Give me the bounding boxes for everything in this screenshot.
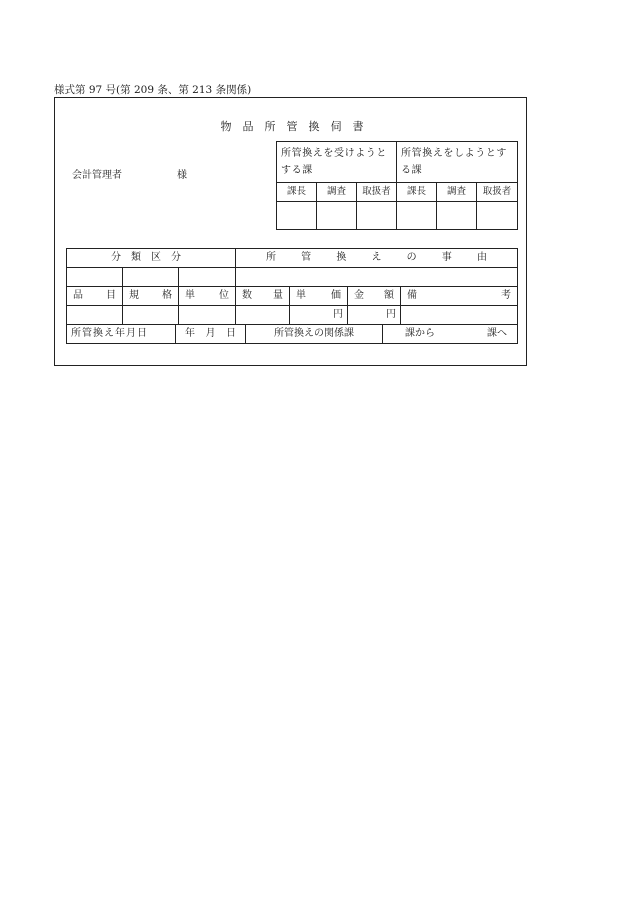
header-char: 格 xyxy=(162,290,172,301)
related-dept-label: 所管換えの関係課 xyxy=(246,325,383,343)
item-cell[interactable] xyxy=(67,306,123,325)
header-char: 量 xyxy=(273,290,284,301)
remarks-cell[interactable] xyxy=(401,306,518,325)
role-section-chief: 課長 xyxy=(397,183,437,202)
header-char: 由 xyxy=(476,252,487,263)
date-value[interactable] xyxy=(176,325,246,343)
header-char: 数 xyxy=(242,290,253,301)
related-dept-value[interactable] xyxy=(383,325,517,343)
detail-table xyxy=(66,248,518,344)
header-char: 事 xyxy=(441,252,452,263)
receiving-dept-label: 所管換えを受けようとする課 xyxy=(281,148,387,176)
addressee-label: 会計管理者 xyxy=(72,170,122,181)
year-label: 年 xyxy=(185,328,195,339)
role-inspector: 調査 xyxy=(437,183,477,202)
col-header-remarks xyxy=(401,287,518,306)
form-frame xyxy=(54,97,527,366)
date-row xyxy=(67,325,518,344)
qty-cell[interactable] xyxy=(236,306,290,325)
col-header-amount xyxy=(348,287,401,306)
header-char: え xyxy=(371,252,382,263)
price-cell[interactable] xyxy=(290,306,348,325)
header-char: 金 xyxy=(354,290,365,301)
amount-cell[interactable] xyxy=(348,306,401,325)
header-char: 品 xyxy=(73,290,83,301)
day-label: 日 xyxy=(226,328,236,339)
form-title: 物品所管換伺書 xyxy=(220,120,375,133)
yen-label: 円 xyxy=(386,309,397,320)
header-char: 規 xyxy=(129,290,139,301)
approval-table xyxy=(276,141,518,230)
header-char: 管 xyxy=(301,252,312,263)
seal-cell[interactable] xyxy=(277,202,317,230)
header-char: 分 xyxy=(171,252,181,263)
seal-cell[interactable] xyxy=(397,202,437,230)
seal-cell[interactable] xyxy=(317,202,357,230)
header-char: 備 xyxy=(407,290,418,301)
header-char: 所 xyxy=(266,252,277,263)
honorific-label: 様 xyxy=(177,170,187,181)
role-inspector: 調査 xyxy=(317,183,357,202)
header-char: 区 xyxy=(151,252,161,263)
spec-cell[interactable] xyxy=(123,306,179,325)
col-header-item xyxy=(67,287,123,306)
receiving-dept-header xyxy=(277,142,397,183)
reason-header xyxy=(236,249,518,268)
header-char: 単 xyxy=(185,290,195,301)
reason-cell[interactable] xyxy=(236,268,518,287)
header-char: 額 xyxy=(384,290,395,301)
seal-cell[interactable] xyxy=(437,202,477,230)
from-dept-label: 課から xyxy=(405,328,435,339)
to-dept-label: 課へ xyxy=(487,328,508,339)
month-label: 月 xyxy=(205,328,216,339)
form-number-header: 様式第 97 号(第 209 条、第 213 条関係) xyxy=(54,84,252,96)
header-char: 位 xyxy=(219,290,230,301)
header-char: 目 xyxy=(106,290,116,301)
role-section-chief: 課長 xyxy=(277,183,317,202)
date-label: 所管換え年月日 xyxy=(67,325,176,343)
header-char: 換 xyxy=(336,252,347,263)
unit-cell[interactable] xyxy=(179,306,236,325)
header-char: 単 xyxy=(296,290,307,301)
col-header-unit xyxy=(179,287,236,306)
classification-header xyxy=(67,249,236,268)
role-handler: 取扱者 xyxy=(477,183,518,202)
header-char: 考 xyxy=(501,290,512,301)
classification-cell[interactable] xyxy=(179,268,236,287)
classification-cell[interactable] xyxy=(123,268,179,287)
sending-dept-header xyxy=(397,142,518,183)
role-handler: 取扱者 xyxy=(357,183,397,202)
col-header-price xyxy=(290,287,348,306)
yen-label: 円 xyxy=(333,309,344,320)
header-char: 類 xyxy=(131,252,141,263)
header-char: の xyxy=(406,252,417,263)
header-char: 価 xyxy=(331,290,342,301)
seal-cell[interactable] xyxy=(357,202,397,230)
seal-cell[interactable] xyxy=(477,202,518,230)
col-header-spec xyxy=(123,287,179,306)
classification-cell[interactable] xyxy=(67,268,123,287)
sending-dept-label: 所管換えをしようとする課 xyxy=(401,148,508,176)
header-char: 分 xyxy=(111,252,121,263)
col-header-qty xyxy=(236,287,290,306)
